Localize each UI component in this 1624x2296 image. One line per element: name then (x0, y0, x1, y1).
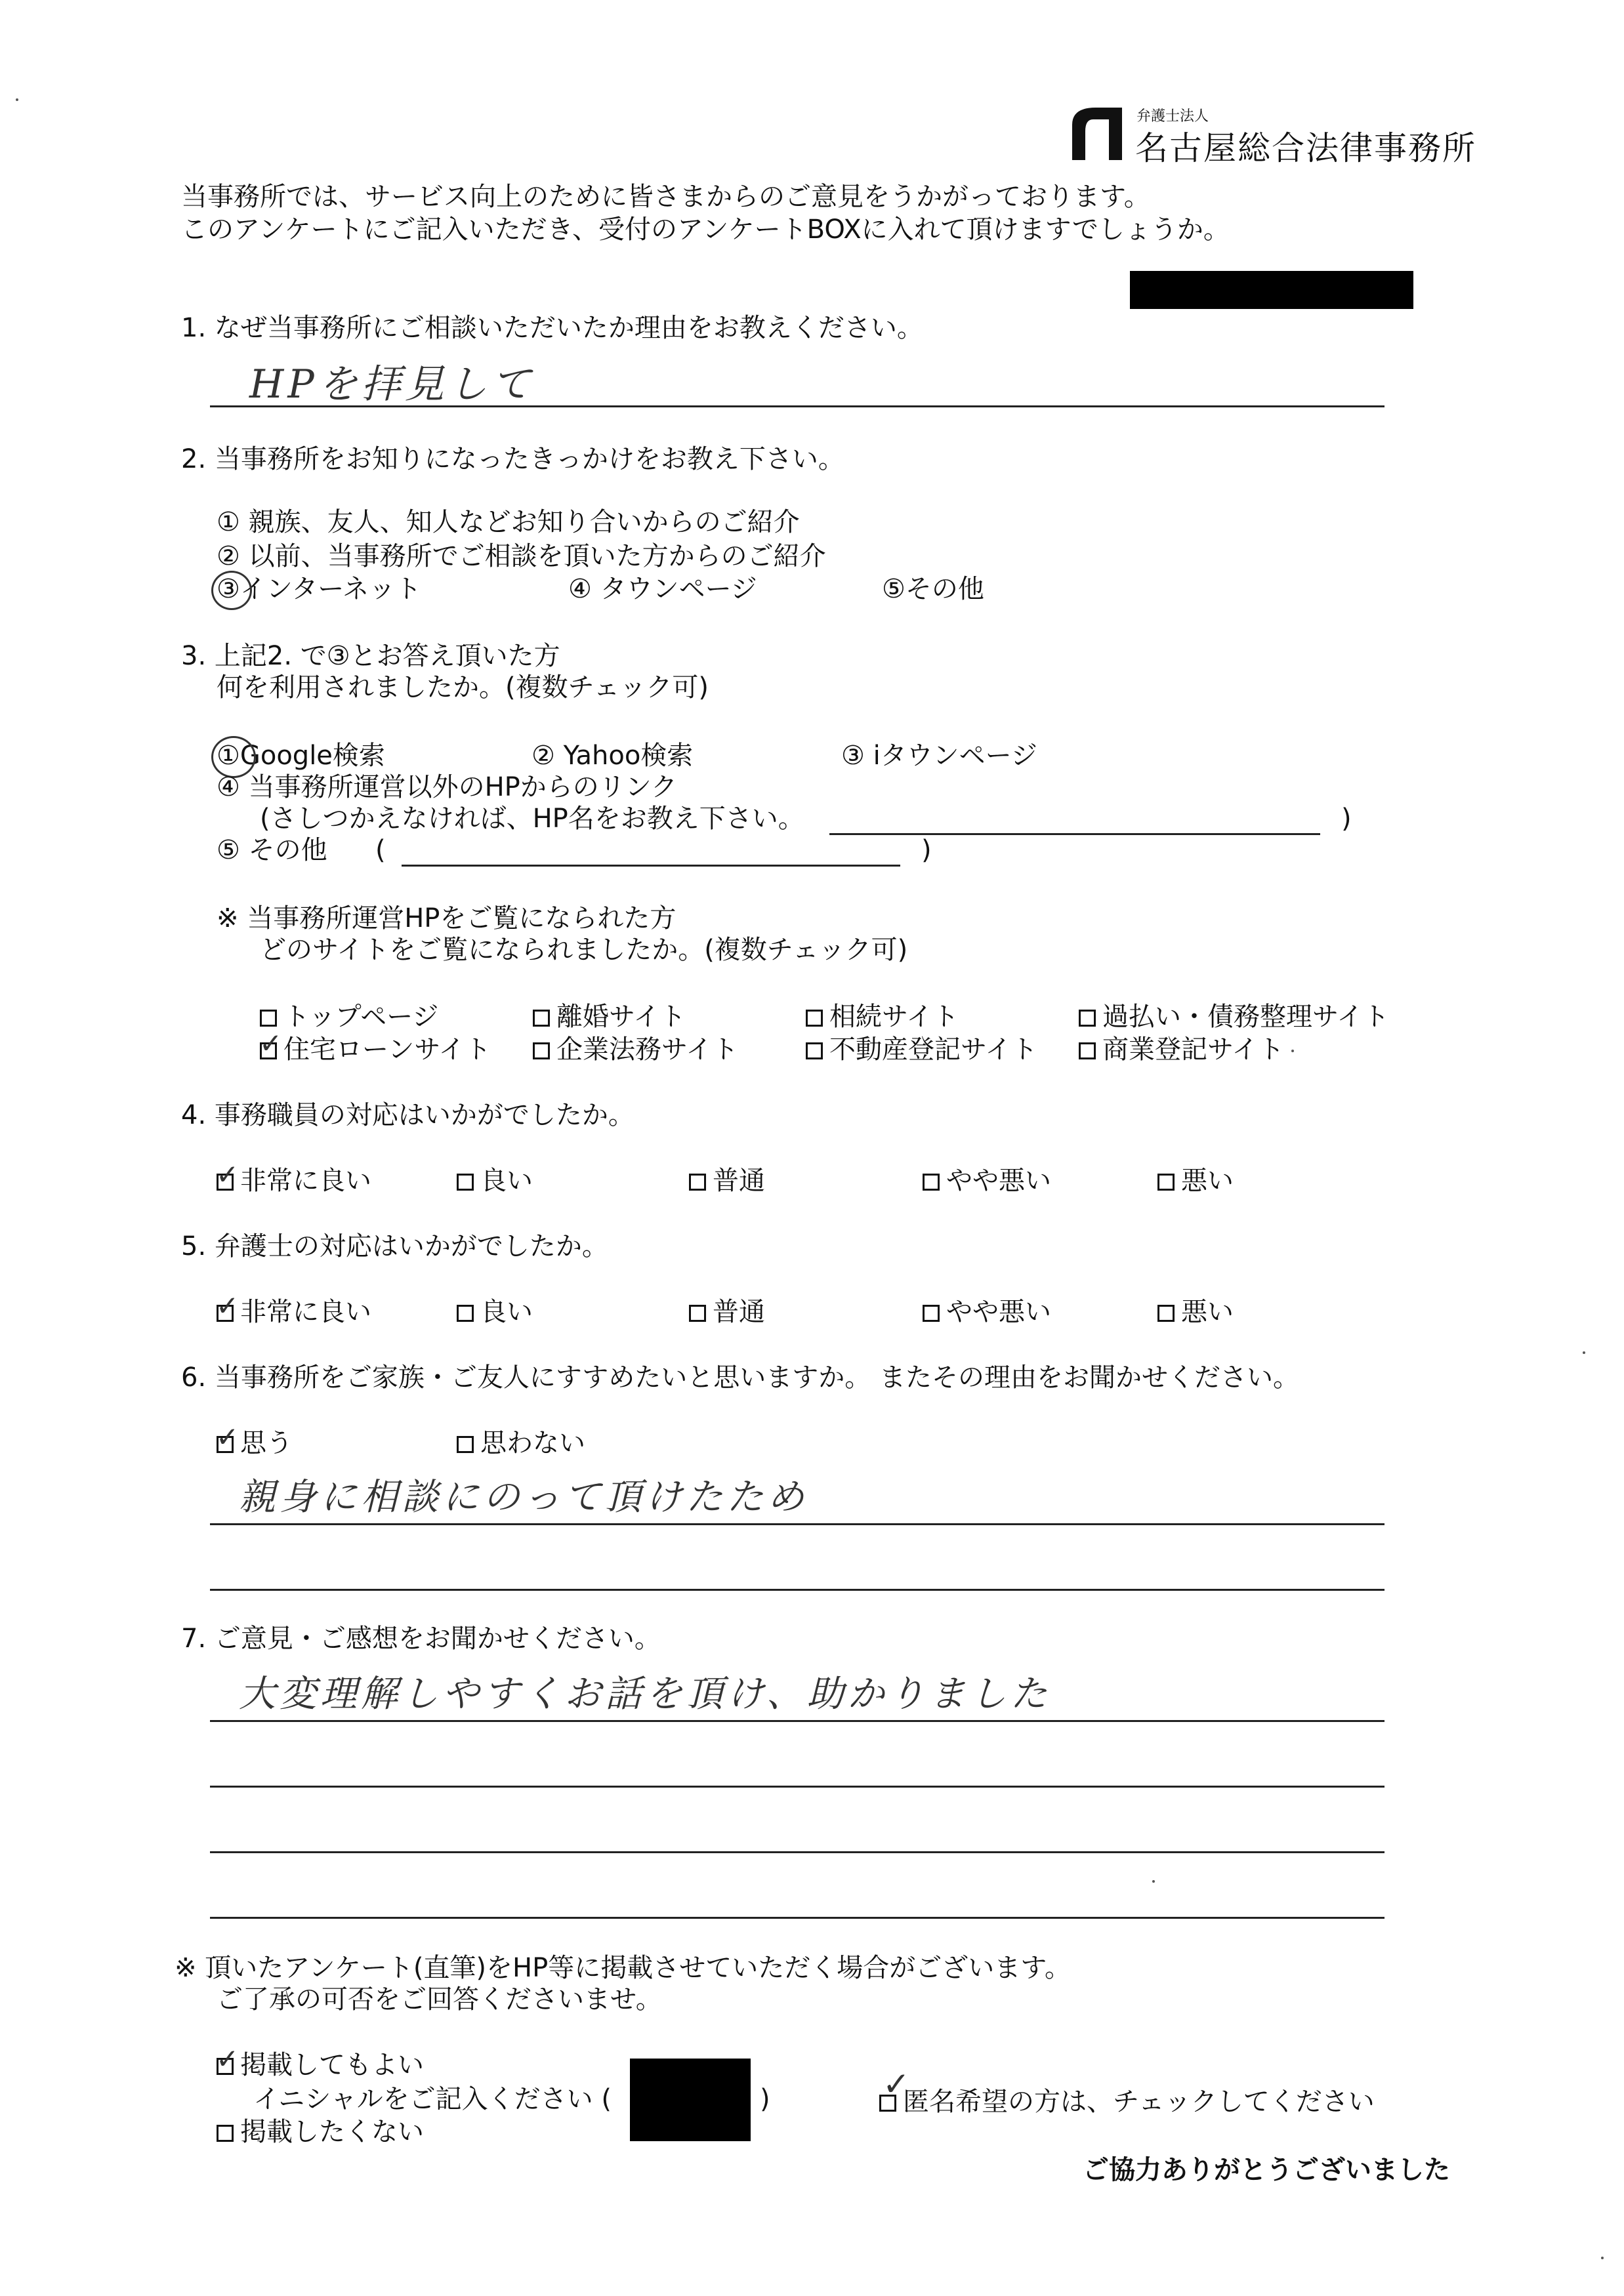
checkbox[interactable] (457, 1174, 474, 1191)
check-mark-icon: ✓ (883, 2065, 910, 2103)
q5-label-good: 良い (480, 1297, 533, 1327)
q5-label-normal: 普通 (713, 1297, 765, 1327)
q3-option-2[interactable]: ② Yahoo検索 (531, 741, 694, 771)
q3-option-4-line-1[interactable]: ④ 当事務所運営以外のHPからのリンク (217, 772, 677, 802)
site-label-commercial: 商業登記サイト (1102, 1035, 1285, 1065)
site-label-divorce: 離婚サイト (556, 1002, 686, 1032)
q3-option-5-answer-line[interactable] (402, 865, 900, 867)
checkbox-checked[interactable] (879, 2065, 910, 2112)
site-checkbox-divorce[interactable] (533, 1001, 686, 1033)
q4-label-somewhat-bad: やや悪い (946, 1166, 1051, 1196)
consent-label-ok: 掲載してもよい (240, 2050, 424, 2080)
q6-answer-line-2 (210, 1589, 1385, 1591)
site-label-real-estate: 不動産登記サイト (829, 1035, 1038, 1065)
check-mark-icon: ✓ (216, 1421, 239, 1453)
anonymous-label: 匿名希望の方は、チェックしてください (903, 2087, 1375, 2117)
q1-question: 1. なぜ当事務所にご相談いただいたか理由をお教えください。 (181, 313, 923, 343)
q4-label-bad: 悪い (1181, 1166, 1234, 1196)
q2-option-1[interactable]: ① 親族、友人、知人などお知り合いからのご紹介 (217, 507, 800, 537)
anonymous-option[interactable] (879, 2065, 1375, 2118)
q5-option-bad[interactable] (1157, 1296, 1234, 1328)
site-checkbox-inheritance[interactable] (806, 1001, 959, 1033)
checkbox[interactable] (806, 1010, 823, 1027)
q4-question: 4. 事務職員の対応はいかがでしたか。 (181, 1100, 635, 1130)
checkbox[interactable] (457, 1305, 474, 1322)
checkbox[interactable] (457, 1436, 474, 1453)
checkbox-checked[interactable] (216, 2043, 239, 2075)
q2-question: 2. 当事務所をお知りになったきっかけをお教え下さい。 (181, 444, 844, 474)
intro-line-1: 当事務所では、サービス向上のために皆さまからのご意見をうかがっております。 (181, 182, 1150, 212)
consent-label-ng: 掲載したくない (240, 2117, 424, 2147)
q3-question-line-1: 3. 上記2. で③とお答え頂いた方 (181, 641, 560, 671)
scan-speck (1601, 2257, 1604, 2259)
q5-option-very-good[interactable] (216, 1290, 371, 1328)
q6-option-no[interactable] (457, 1427, 585, 1459)
check-mark-icon: ✓ (216, 2043, 239, 2075)
checkbox[interactable] (1157, 1174, 1175, 1191)
site-checkbox-housing-loan[interactable] (259, 1027, 491, 1065)
checkbox-checked[interactable] (216, 1158, 239, 1191)
intro-line-2: このアンケートにご記入いただき、受付のアンケートBOXに入れて頂けますでしょうか。 (181, 215, 1230, 245)
q6-answer[interactable]: 親身に相談にのって頂けたため (239, 1476, 808, 1519)
consent-option-ng[interactable] (217, 2116, 424, 2148)
checkbox[interactable] (923, 1174, 940, 1191)
q5-label-bad: 悪い (1181, 1297, 1234, 1327)
q4-label-normal: 普通 (713, 1166, 765, 1196)
site-checkbox-top[interactable] (260, 1001, 438, 1033)
consent-note-line-1: ※ 頂いたアンケート(直筆)をHP等に掲載させていただく場合がございます。 (175, 1953, 1072, 1983)
q4-option-somewhat-bad[interactable] (923, 1165, 1051, 1197)
site-label-housing-loan: 住宅ローンサイト (283, 1035, 491, 1065)
q5-question: 5. 弁護士の対応はいかがでしたか。 (181, 1231, 608, 1261)
check-mark-icon: ✓ (259, 1027, 283, 1059)
q3-option-5[interactable]: ⑤ その他 (217, 835, 327, 865)
checkbox[interactable] (217, 2125, 234, 2142)
sites-note-line-2: どのサイトをご覧になられましたか。(複数チェック可) (260, 935, 908, 965)
q4-label-good: 良い (480, 1166, 533, 1196)
sites-note-line-1: ※ 当事務所運営HPをご覧になられた方 (217, 903, 677, 933)
site-label-inheritance: 相続サイト (829, 1002, 959, 1032)
q6-answer-line-1 (210, 1523, 1385, 1525)
q3-option-4-close: ) (1341, 804, 1352, 834)
firm-logo-mark (1070, 105, 1125, 161)
q5-option-good[interactable] (457, 1296, 533, 1328)
q3-question-line-2: 何を利用されましたか。(複数チェック可) (217, 672, 709, 703)
checkbox[interactable] (1157, 1305, 1175, 1322)
q7-question: 7. ご意見・ご感想をお聞かせください。 (181, 1624, 661, 1654)
consent-note-line-2: ご了承の可否をご回答くださいませ。 (217, 1984, 662, 2015)
site-checkbox-real-estate[interactable] (806, 1034, 1037, 1065)
initials-label: イニシャルをご記入ください ( (253, 2084, 612, 2114)
q6-question: 6. 当事務所をご家族・ご友人にすすめたいと思いますか。 またその理由をお聞かせください。 (181, 1363, 1299, 1393)
q3-option-5-close: ) (921, 835, 932, 865)
checkbox[interactable] (260, 1010, 277, 1027)
scan-speck (16, 98, 18, 101)
q1-answer[interactable]: HPを拝見して (249, 361, 535, 407)
q4-option-normal[interactable] (689, 1165, 765, 1197)
q6-option-yes[interactable] (216, 1421, 293, 1459)
q4-option-bad[interactable] (1157, 1165, 1234, 1197)
q3-option-1[interactable]: ①Google検索 (217, 741, 385, 771)
q7-answer-line-2 (210, 1786, 1385, 1788)
q7-answer[interactable]: 大変理解しやすくお話を頂け、助かりました (239, 1673, 1051, 1715)
q5-option-somewhat-bad[interactable] (923, 1296, 1051, 1328)
initials-redacted[interactable] (630, 2059, 751, 2141)
checkbox[interactable] (689, 1174, 706, 1191)
site-label-corporate: 企業法務サイト (556, 1035, 739, 1065)
q4-option-good[interactable] (457, 1165, 533, 1197)
checkbox-checked[interactable] (216, 1421, 239, 1453)
q5-label-somewhat-bad: やや悪い (946, 1297, 1051, 1327)
q3-option-4-line-2: (さしつかえなければ、HP名をお教え下さい。 (260, 804, 804, 834)
q5-option-normal[interactable] (689, 1296, 765, 1328)
scan-speck (1152, 1880, 1155, 1883)
q7-answer-line-1 (210, 1720, 1385, 1722)
scan-speck (1583, 1351, 1585, 1354)
q7-answer-line-3 (210, 1851, 1385, 1853)
q2-option-3-circle (211, 571, 252, 610)
q6-label-no: 思わない (480, 1428, 585, 1458)
q3-option-4-answer-line[interactable] (829, 833, 1320, 835)
consent-option-ok[interactable] (216, 2043, 424, 2081)
check-mark-icon: ✓ (216, 1158, 239, 1191)
logo-small-text: 弁護士法人 (1136, 108, 1209, 125)
logo-firm-name: 名古屋総合法律事務所 (1135, 129, 1476, 167)
checkbox[interactable] (533, 1010, 550, 1027)
checkbox[interactable] (806, 1042, 823, 1059)
q6-label-yes: 思う (240, 1428, 293, 1458)
site-checkbox-debt[interactable] (1079, 1001, 1389, 1033)
q3-option-5-open: ( (375, 835, 386, 865)
site-label-debt: 過払い・債務整理サイト (1102, 1002, 1390, 1032)
site-label-top: トップページ (283, 1002, 439, 1032)
q4-label-very-good: 非常に良い (240, 1166, 371, 1196)
q3-option-3[interactable]: ③ iタウンページ (841, 741, 1037, 771)
redacted-block (1130, 271, 1413, 309)
site-checkbox-corporate[interactable] (533, 1034, 738, 1065)
check-mark-icon: ✓ (216, 1290, 239, 1322)
checkbox[interactable] (1079, 1042, 1096, 1059)
q5-label-very-good: 非常に良い (240, 1297, 371, 1327)
checkbox-checked[interactable] (259, 1027, 283, 1059)
q2-option-4[interactable]: ④ タウンページ (568, 574, 757, 604)
q2-option-5[interactable]: ⑤その他 (882, 574, 984, 604)
q2-option-3[interactable]: ③インターネット (217, 574, 422, 604)
site-checkbox-commercial[interactable] (1079, 1034, 1284, 1065)
scan-speck (1291, 1050, 1294, 1052)
checkbox[interactable] (1079, 1010, 1096, 1027)
checkbox[interactable] (533, 1042, 550, 1059)
q4-option-very-good[interactable] (216, 1158, 371, 1197)
checkbox[interactable] (923, 1305, 940, 1322)
checkbox-checked[interactable] (216, 1290, 239, 1322)
checkbox[interactable] (689, 1305, 706, 1322)
thanks-text: ご協力ありがとうございました (1083, 2155, 1450, 2185)
q2-option-2[interactable]: ② 以前、当事務所でご相談を頂いた方からのご紹介 (217, 541, 826, 571)
initials-close: ) (760, 2084, 770, 2114)
q7-answer-line-4 (210, 1917, 1385, 1919)
q1-answer-line (210, 405, 1385, 407)
